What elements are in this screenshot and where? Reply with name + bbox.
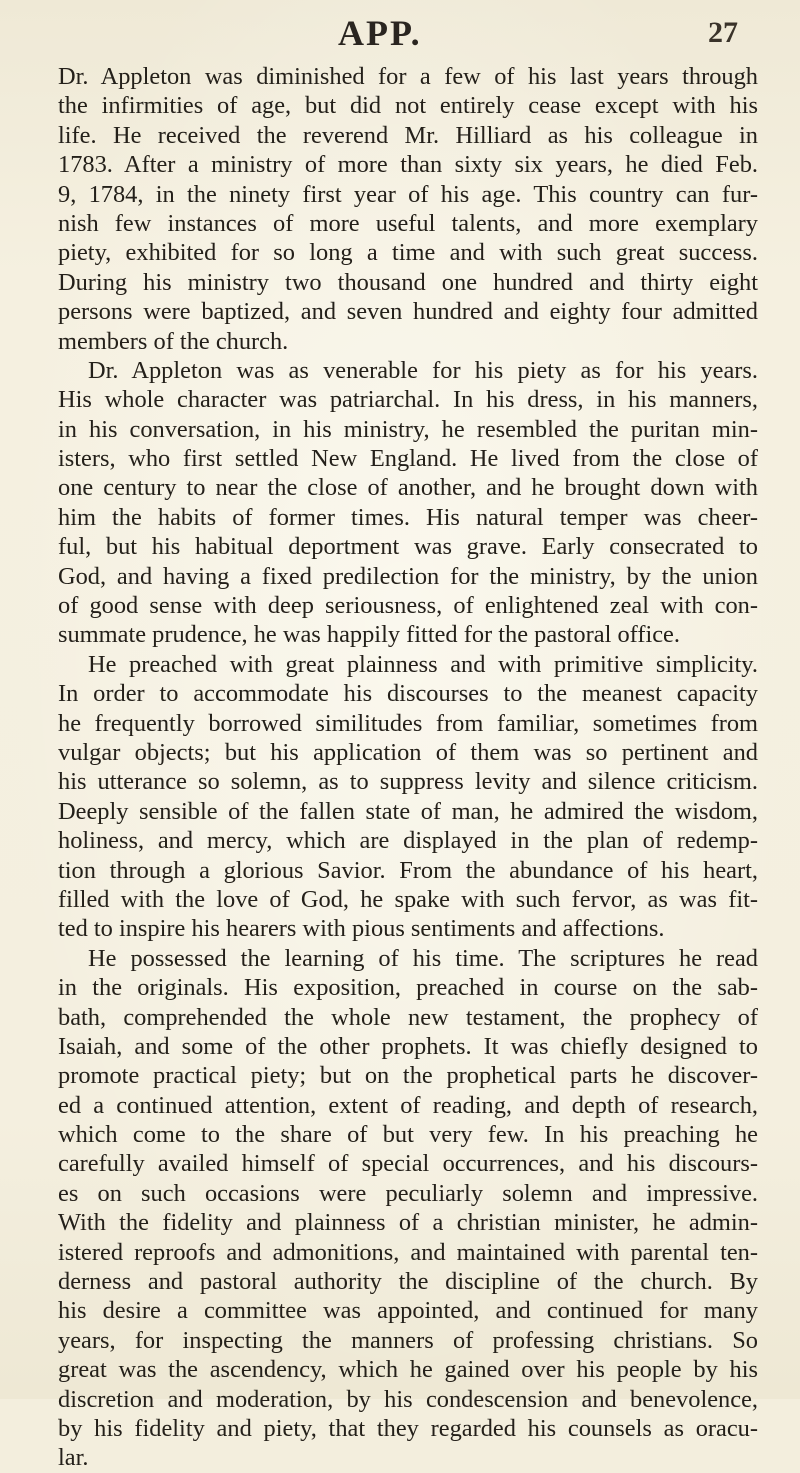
- body-text: [58, 62, 758, 1473]
- text-line: of good sense with deep seriousness, of enlightened zeal with con-: [58, 592, 758, 620]
- text-line: God, and having a fixed predilection for the ministry, by the union: [58, 562, 758, 590]
- text-line: his desire a committee was appointed, and continued for many: [58, 1297, 758, 1325]
- running-head: APP.: [338, 13, 422, 53]
- text-line: With the fidelity and plainness of a christian minister, he admin-: [58, 1209, 758, 1237]
- page-number: 27: [708, 16, 738, 49]
- text-line: by his fidelity and piety, that they regarded his counsels as oracu-: [58, 1414, 758, 1442]
- text-line: nish few instances of more useful talents, and more exemplary: [58, 209, 758, 237]
- text-line: Deeply sensible of the fallen state of man, he admired the wisdom,: [58, 797, 758, 825]
- text-line: ful, but his habitual deportment was grave. Early consecrated to: [58, 533, 758, 561]
- text-line: holiness, and mercy, which are displayed in the plan of redemp-: [58, 827, 758, 855]
- text-line: members of the church.: [58, 327, 289, 355]
- text-line: 1783. After a ministry of more than sixty six years, he died Feb.: [58, 151, 758, 179]
- text-line: years, for inspecting the manners of professing christians. So: [58, 1326, 758, 1354]
- text-line: isters, who first settled New England. He lived from the close of: [58, 445, 758, 473]
- text-line: he frequently borrowed similitudes from familiar, sometimes from: [58, 709, 758, 737]
- text-line: His whole character was patriarchal. In his dress, in his manners,: [58, 386, 758, 414]
- text-line: lar.: [58, 1444, 89, 1472]
- text-line: him the habits of former times. His natural temper was cheer-: [58, 503, 758, 531]
- text-line: es on such occasions were peculiarly solemn and impressive.: [58, 1179, 758, 1207]
- text-line: vulgar objects; but his application of them was so pertinent and: [58, 738, 758, 766]
- text-line: the infirmities of age, but did not entirely cease except with his: [58, 92, 758, 120]
- text-line: filled with the love of God, he spake with such fervor, as was fit-: [58, 885, 758, 913]
- text-line: Dr. Appleton was as venerable for his piety as for his years.: [88, 356, 758, 384]
- text-line: summate prudence, he was happily fitted for the pastoral office.: [58, 621, 680, 649]
- text-line: He possessed the learning of his time. The scriptures he read: [88, 944, 758, 972]
- text-line: derness and pastoral authority the discipline of the church. By: [58, 1268, 758, 1296]
- text-line: Dr. Appleton was diminished for a few of his last years through: [58, 63, 758, 90]
- text-line: ted to inspire his hearers with pious sentiments and affections.: [58, 915, 665, 943]
- text-line: carefully availed himself of special occurrences, and his discours-: [58, 1150, 758, 1178]
- text-line: He preached with great plainness and with primitive simplicity.: [88, 650, 758, 678]
- text-line: piety, exhibited for so long a time and with such great success.: [58, 239, 758, 267]
- text-line: tion through a glorious Savior. From the abundance of his heart,: [58, 856, 758, 884]
- text-line: persons were baptized, and seven hundred and eighty four admitted: [58, 298, 758, 326]
- text-line: life. He received the reverend Mr. Hilliard as his colleague in: [58, 121, 758, 149]
- text-line: Isaiah, and some of the other prophets. It was chiefly designed to: [58, 1032, 758, 1060]
- text-line: discretion and moderation, by his condescension and benevolence,: [58, 1385, 758, 1413]
- text-line: bath, comprehended the whole new testament, the prophecy of: [58, 1003, 758, 1031]
- text-line: in his conversation, in his ministry, he resembled the puritan min-: [58, 415, 758, 443]
- page-header: [0, 12, 800, 52]
- text-line: his utterance so solemn, as to suppress levity and silence criticism.: [58, 768, 758, 796]
- text-line: promote practical piety; but on the prophetical parts he discover-: [58, 1062, 758, 1090]
- text-line: 9, 1784, in the ninety first year of his age. This country can fur-: [58, 180, 758, 208]
- text-line: During his ministry two thousand one hundred and thirty eight: [58, 268, 758, 296]
- text-line: istered reproofs and admonitions, and maintained with parental ten-: [58, 1238, 758, 1266]
- text-line: great was the ascendency, which he gained over his people by his: [58, 1356, 758, 1384]
- text-line: ed a continued attention, extent of reading, and depth of research,: [58, 1091, 758, 1119]
- text-line: which come to the share of but very few. In his preaching he: [58, 1121, 758, 1149]
- text-line: in the originals. His exposition, preached in course on the sab-: [58, 974, 758, 1002]
- text-line: In order to accommodate his discourses to the meanest capacity: [58, 680, 758, 708]
- text-line: one century to near the close of another, and he brought down with: [58, 474, 758, 502]
